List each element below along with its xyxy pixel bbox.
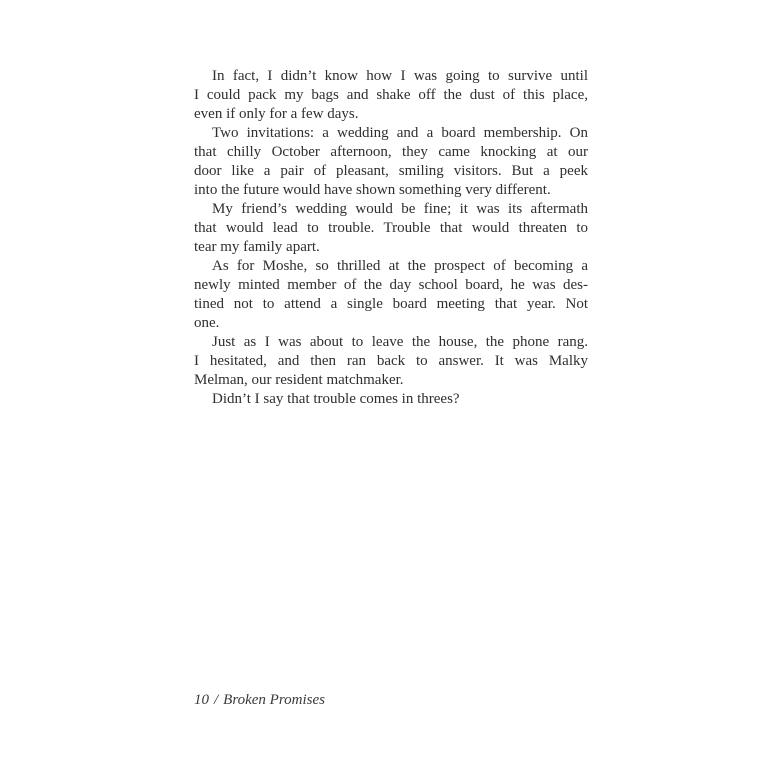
text-line: even if only for a few days.	[194, 106, 359, 122]
text-line: My friend’s wedding would be fine; it was its aftermath	[212, 201, 588, 217]
text-line: Melman, our resident matchmaker.	[194, 372, 404, 388]
page-footer	[194, 691, 325, 710]
book-title: Broken Promises	[223, 692, 325, 708]
text-line: newly minted member of the day school board, he was des-	[194, 277, 588, 293]
footer-separator: /	[214, 692, 219, 708]
page-number: 10	[194, 692, 209, 708]
body-text	[194, 67, 588, 409]
text-line: Two invitations: a wedding and a board membership. On	[212, 125, 588, 141]
text-line: Didn’t I say that trouble comes in threes?	[212, 391, 460, 407]
text-line: one.	[194, 315, 220, 331]
text-line: Just as I was about to leave the house, the phone rang.	[212, 334, 588, 350]
text-line: tined not to attend a single board meeting that year. Not	[194, 296, 588, 312]
text-line: tear my family apart.	[194, 239, 320, 255]
text-line: I hesitated, and then ran back to answer. It was Malky	[194, 353, 588, 369]
text-line: that would lead to trouble. Trouble that would threaten to	[194, 220, 588, 236]
text-line: In fact, I didn’t know how I was going to survive until	[212, 68, 588, 84]
text-line: door like a pair of pleasant, smiling visitors. But a peek	[194, 163, 588, 179]
text-line: As for Moshe, so thrilled at the prospect of becoming a	[212, 258, 588, 274]
text-line: into the future would have shown something very different.	[194, 182, 551, 198]
text-line: I could pack my bags and shake off the dust of this place,	[194, 87, 588, 103]
text-line: that chilly October afternoon, they came knocking at our	[194, 144, 588, 160]
